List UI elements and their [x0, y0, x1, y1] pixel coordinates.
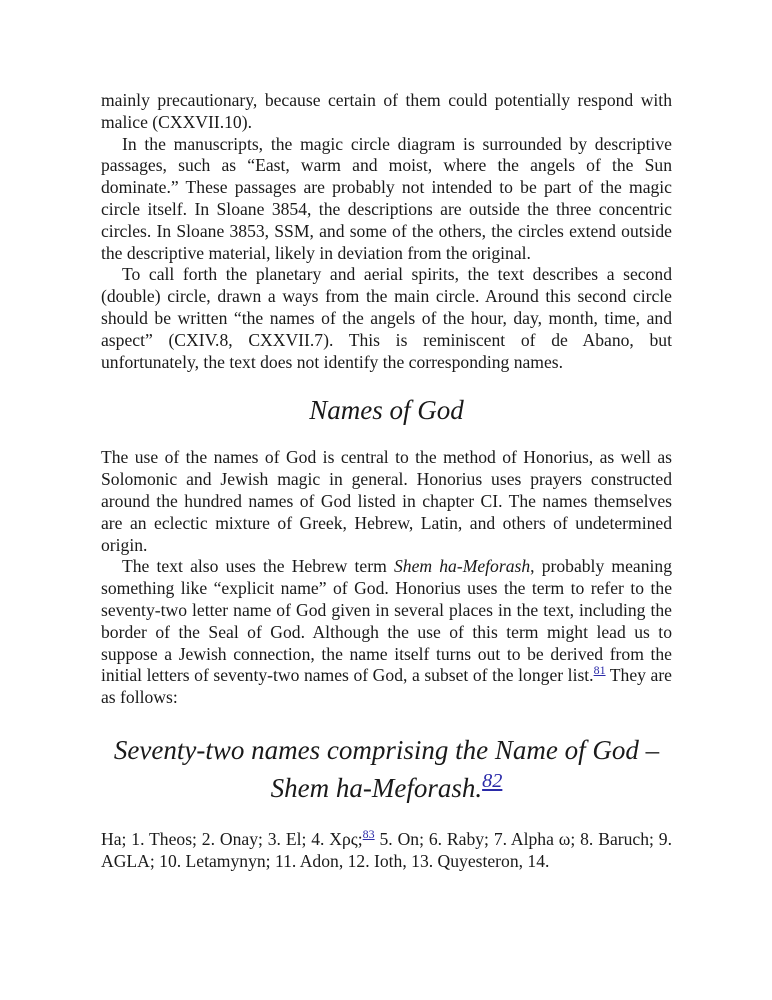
list-heading-line-2: [101, 769, 672, 807]
footnote-link-83[interactable]: 83: [362, 827, 375, 842]
section-heading: Names of God: [309, 395, 464, 426]
paragraph-text: They are as follows:: [101, 665, 672, 708]
list-heading: [101, 731, 672, 807]
names-list-text: 5. On; 6. Raby; 7. Alpha ω; 8. Baruch; 9. AGLA; 10. Letamynyn; 11. Adon, 12. Ioth, 13. Quyesteron, 14.: [101, 828, 672, 871]
paragraph-shem-ha-meforash: [101, 556, 672, 709]
paragraph-names-of-god: The use of the names of God is central to the method of Honorius, as well as Solomonic and Jewish magic in general. Honorius uses prayers constructed around the hundred names of God listed in chapter CI. The names themselves are an eclectic mixture of Greek, Hebrew, Latin, and others of undetermined origin.: [101, 447, 672, 555]
footnote-link-82[interactable]: 82: [482, 769, 503, 792]
names-list-text: Ha; 1. Theos; 2. Onay; 3. El; 4. Χρς;: [101, 828, 363, 849]
paragraph-second-circle: To call forth the planetary and aerial spirits, the text describes a second (double) circle, drawn a ways from the main circle. Around this second circle should be written “the names of the angels of the hour, day, month, time, and aspect” (CXIV.8, CXXVII.7). This is reminiscent of de Abano, but unfortunately, the text does not identify the corresponding names.: [101, 264, 672, 372]
paragraph-text: , probably meaning something like “explicit name” of God. Honorius uses the term to refer to the seventy-two letter name of God given in several places in the text, including the border of the Seal of God. Although the use of this term might lead us to suppose a Jewish connection, the name itself turns out to be derived from the initial letters of seventy-two names of God, a subset of the longer list.: [101, 556, 672, 686]
paragraph-manuscripts: In the manuscripts, the magic circle diagram is surrounded by descriptive passages, such as “East, warm and moist, where the angels of the Sun dominate.” These passages are probably not intended to be part of the magic circle itself. In Sloane 3854, the descriptions are outside the three concentric circles. In Sloane 3853, SSM, and some of the others, the circles extend outside the descriptive material, likely in deviation from the original.: [101, 133, 672, 263]
names-list: [101, 829, 672, 873]
list-heading-line-1: Seventy-two names comprising the Name of God –: [113, 734, 660, 765]
list-heading-term: Shem ha-Meforash.: [270, 772, 483, 803]
footnote-link-81[interactable]: 81: [593, 663, 606, 678]
paragraph-text: The text also uses the Hebrew term: [122, 556, 394, 577]
hebrew-term: Shem ha-Meforash: [393, 556, 531, 577]
paragraph-continuation: mainly precautionary, because certain of them could potentially respond with malice (CXXVII.10).: [101, 90, 672, 132]
